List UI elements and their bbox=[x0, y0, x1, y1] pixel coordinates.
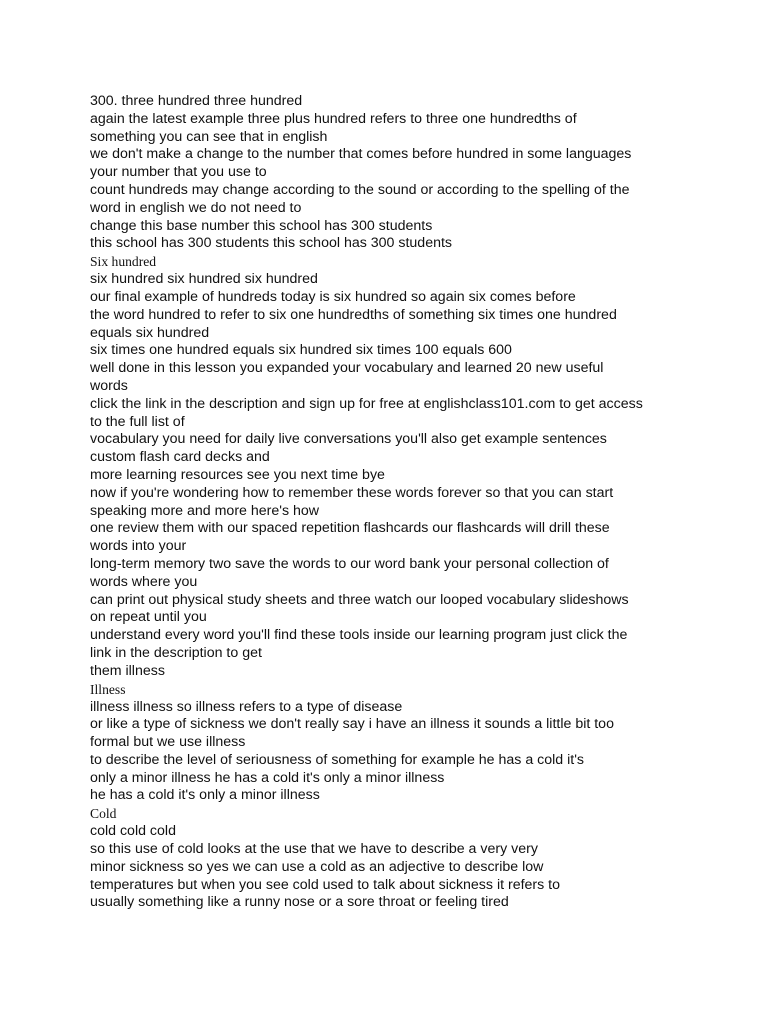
text-line: custom flash card decks and bbox=[90, 449, 270, 466]
document-page bbox=[90, 93, 730, 912]
text-line: change this base number this school has 300 students bbox=[90, 217, 433, 234]
section-heading: Six hundred bbox=[90, 254, 157, 270]
text-line: one review them with our spaced repetition flashcards our flashcards will drill these bbox=[90, 520, 610, 537]
text-line: words where you bbox=[90, 573, 198, 590]
text-line: well done in this lesson you expanded your vocabulary and learned 20 new useful bbox=[90, 360, 604, 377]
text-line: count hundreds may change according to the sound or according to the spelling of the bbox=[90, 181, 630, 198]
text-line: equals six hundred bbox=[90, 324, 210, 341]
text-line: the word hundred to refer to six one hundredths of something six times one hundred bbox=[90, 306, 617, 323]
text-line: we don't make a change to the number that comes before hundred in some languages bbox=[90, 146, 632, 163]
text-line: minor sickness so yes we can use a cold as an adjective to describe low bbox=[90, 858, 544, 875]
text-line: 300. three hundred three hundred bbox=[90, 93, 303, 109]
text-line: words into your bbox=[90, 538, 187, 555]
text-line: so this use of cold looks at the use that we have to describe a very very bbox=[90, 841, 538, 858]
text-line: he has a cold it's only a minor illness bbox=[90, 787, 320, 804]
text-line: to describe the level of seriousness of something for example he has a cold it's bbox=[90, 751, 585, 768]
text-line: something you can see that in english bbox=[90, 128, 328, 145]
text-line: six times one hundred equals six hundred six times 100 equals 600 bbox=[90, 342, 512, 359]
section-heading: Cold bbox=[90, 806, 117, 822]
text-line: on repeat until you bbox=[90, 609, 207, 626]
text-line: usually something like a runny nose or a sore throat or feeling tired bbox=[90, 894, 509, 911]
text-line: them illness bbox=[90, 662, 165, 679]
text-line: understand every word you'll find these tools inside our learning program just click the bbox=[90, 627, 628, 644]
text-line: temperatures but when you see cold used to talk about sickness it refers to bbox=[90, 876, 561, 893]
text-line: only a minor illness he has a cold it's only a minor illness bbox=[90, 769, 445, 786]
text-line: formal but we use illness bbox=[90, 734, 246, 751]
text-line: to the full list of bbox=[90, 413, 185, 430]
text-line: words bbox=[90, 377, 128, 394]
text-line: speaking more and more here's how bbox=[90, 502, 320, 519]
text-line: click the link in the description and sign up for free at englishclass101.com to get access bbox=[90, 395, 643, 412]
text-line: cold cold cold bbox=[90, 823, 176, 840]
text-line: word in english we do not need to bbox=[90, 199, 302, 216]
text-line: link in the description to get bbox=[90, 644, 262, 661]
section-heading: Illness bbox=[90, 681, 126, 697]
text-line: this school has 300 students this school has 300 students bbox=[90, 235, 453, 252]
text-line: vocabulary you need for daily live conversations you'll also get example sentences bbox=[90, 431, 607, 448]
text-line: now if you're wondering how to remember these words forever so that you can start bbox=[90, 484, 614, 501]
text-line: long-term memory two save the words to our word bank your personal collection of bbox=[90, 555, 609, 572]
text-line: six hundred six hundred six hundred bbox=[90, 271, 318, 288]
text-line: more learning resources see you next time bye bbox=[90, 466, 385, 483]
text-line: your number that you use to bbox=[90, 164, 267, 181]
text-line: can print out physical study sheets and three watch our looped vocabulary slideshows bbox=[90, 591, 629, 608]
text-line: or like a type of sickness we don't really say i have an illness it sounds a little bit too bbox=[90, 716, 614, 733]
text-line: our final example of hundreds today is six hundred so again six comes before bbox=[90, 288, 576, 305]
text-line: again the latest example three plus hundred refers to three one hundredths of bbox=[90, 110, 577, 127]
text-line: illness illness so illness refers to a type of disease bbox=[90, 698, 403, 715]
